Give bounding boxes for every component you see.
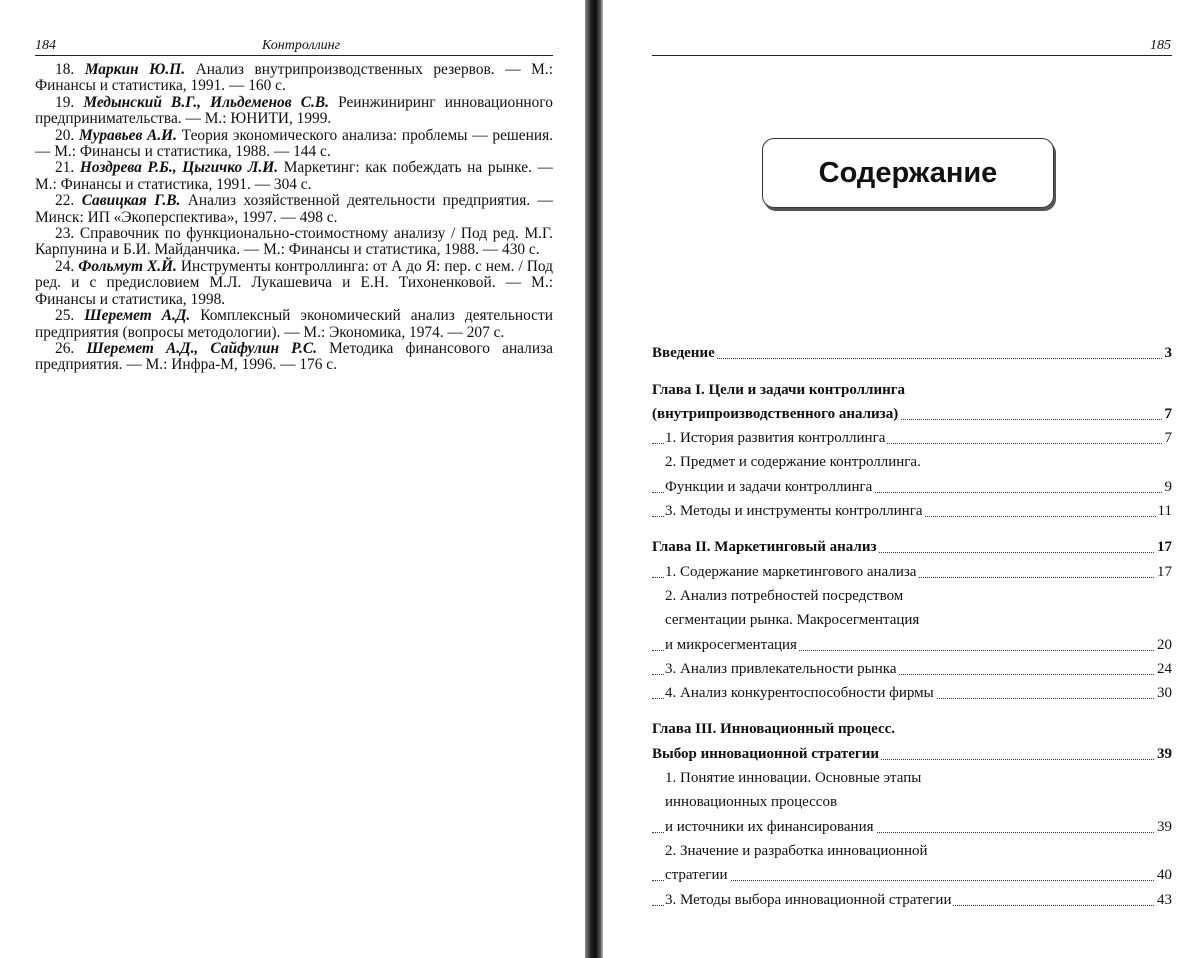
toc-page-number: 39 [1157, 745, 1172, 762]
entry-number: 22. [55, 192, 75, 210]
toc-page-number: 11 [1157, 503, 1172, 520]
toc-entry-title: и источники их финансирования [665, 818, 874, 835]
entry-text: Маркетинг: как побеждать на рынке. — М.: Финансы и статистика, 1991. — 304 с. [35, 159, 553, 193]
entry-authors: Шеремет А.Д., Сайфулин Р.С. [86, 339, 317, 357]
bibliography-entry [35, 62, 553, 95]
toc-leader-dots [652, 880, 1172, 881]
toc-entry-title: 3. Методы и инструменты контроллинга [665, 503, 923, 520]
toc-section [652, 840, 1172, 864]
toc-section [652, 815, 1172, 839]
right-page-number: 185 [1150, 38, 1171, 53]
toc-section [652, 864, 1172, 888]
left-page-number: 184 [35, 38, 56, 53]
toc-page-number: 20 [1157, 636, 1172, 653]
toc-section [652, 633, 1172, 657]
toc-entry-title: 1. Содержание маркетингового анализа [665, 563, 917, 580]
toc-entry-title: 1. Понятие инновации. Основные этапы [665, 770, 922, 787]
entry-number: 21. [55, 159, 75, 177]
entry-authors: Савицкая Г.В. [81, 192, 181, 210]
entry-number: 25. [55, 307, 75, 325]
toc-entry-title: 1. История развития контроллинга [665, 430, 886, 447]
toc-section [652, 791, 1172, 815]
entry-authors: Муравьев А.И. [79, 126, 177, 144]
toc-section [652, 609, 1172, 633]
toc-entry-title: и микросегментация [665, 636, 797, 653]
toc-entry-title: 3. Анализ привлекательности рынка [665, 660, 897, 677]
entry-text: Инструменты контроллинга: от А до Я: пер. с нем. / Под ред. и с предисловием М.Л. Лукашевича и Е.Н. Тихоненковой. — М.: Финансы и статистика, 1998. [35, 257, 553, 308]
toc-chapter [652, 536, 1172, 560]
table-of-contents [652, 342, 1172, 913]
toc-entry-title: 2. Предмет и содержание контроллинга. [665, 454, 921, 471]
toc-chapter [652, 742, 1172, 766]
entry-number: 23. [55, 225, 75, 243]
toc-entry-title: Глава I. Цели и задачи контроллинга [652, 381, 906, 398]
toc-section [652, 658, 1172, 682]
running-head: Контроллинг [262, 38, 341, 53]
toc-section [652, 767, 1172, 791]
toc-entry-title: Выбор инновационной стратегии [652, 745, 880, 762]
toc-entry-title: 4. Анализ конкурентоспособности фирмы [665, 685, 934, 702]
toc-page-number: 3 [1164, 345, 1172, 362]
entry-text: Анализ внутрипроизводственных резервов. — М.: Финансы и статистика, 1991. — 160 с. [35, 61, 553, 95]
toc-section [652, 500, 1172, 524]
entry-number: 18. [55, 61, 75, 78]
entry-text: Реинжиниринг инновационного предпринимательства. — М.: ЮНИТИ, 1999. [35, 93, 553, 128]
toc-page-number: 7 [1164, 405, 1172, 422]
toc-spacer [652, 524, 1172, 536]
toc-entry-title: 2. Анализ потребностей посредством [665, 587, 904, 604]
toc-section [652, 427, 1172, 451]
bibliography-entry [35, 259, 553, 308]
bibliography-entry [35, 226, 553, 259]
bibliography-entry [35, 308, 553, 341]
toc-entry-title: Функции и задачи контроллинга [665, 478, 873, 495]
toc-page-number: 30 [1157, 685, 1172, 702]
entry-authors: Шеремет А.Д. [84, 307, 191, 325]
toc-section [652, 585, 1172, 609]
toc-section [652, 682, 1172, 706]
toc-entry-title: 2. Значение и разработка инновационной [665, 842, 928, 859]
contents-title: Содержание [762, 138, 1054, 208]
entry-number: 20. [55, 126, 75, 144]
bibliography-entry [35, 95, 553, 128]
toc-entry-title: сегментации рынка. Макросегментация [665, 612, 920, 629]
toc-entry-title: инновационных процессов [665, 794, 838, 811]
entry-number: 26. [55, 339, 75, 357]
toc-chapter [652, 718, 1172, 742]
toc-page-number: 17 [1157, 563, 1172, 580]
entry-text: Методика финансового анализа предприятия. — М.: Инфра-М, 1996. — 176 с. [35, 339, 553, 374]
toc-entry-title: 3. Методы выбора инновационной стратегии [665, 891, 952, 908]
entry-text: Справочник по функционально-стоимостному анализу / Под ред. М.Г. Карпунина и Б.И. Майданчика. — М.: Финансы и статистика, 1988. — 430 с. [35, 225, 553, 259]
toc-spacer [652, 366, 1172, 378]
bibliography-entry [35, 193, 553, 226]
bibliography-entry [35, 128, 553, 161]
toc-entry-title: (внутрипроизводственного анализа) [652, 405, 899, 422]
toc-page-number: 39 [1157, 818, 1172, 835]
header-rule [652, 55, 1172, 56]
entry-text: Комплексный экономический анализ деятельности предприятия (вопросы методологии). — М.: Экономика, 1974. — 207 с. [35, 307, 553, 341]
toc-page-number: 24 [1157, 660, 1172, 677]
toc-page-number: 40 [1157, 867, 1172, 884]
entry-text: Теория экономического анализа: проблемы — решения.— М.: Финансы и статистика, 1988. — 144 с. [35, 126, 553, 161]
toc-section [652, 560, 1172, 584]
entry-authors: Ноздрева Р.Б., Цыгичко Л.И. [79, 159, 279, 177]
entry-authors: Фольмут Х.Й. [78, 257, 177, 275]
toc-page-number: 7 [1164, 430, 1172, 447]
toc-entry-title: стратегии [665, 867, 728, 884]
bibliography-list [35, 62, 553, 374]
header-rule [35, 55, 553, 56]
toc-page-number: 43 [1157, 891, 1172, 908]
bibliography-entry [35, 160, 553, 193]
toc-entry-title: Введение [652, 345, 715, 362]
toc-section [652, 475, 1172, 499]
toc-chapter [652, 403, 1172, 427]
toc-leader-dots [652, 358, 1172, 359]
bibliography-entry [35, 341, 553, 374]
toc-entry-title: Глава III. Инновационный процесс. [652, 721, 896, 738]
right-page [600, 0, 1200, 958]
entry-authors: Медынский В.Г., Ильдеменов С.В. [83, 93, 329, 111]
toc-chapter [652, 378, 1172, 402]
entry-text: Анализ хозяйственной деятельности предприятия. — Минск: ИП «Экоперспектива», 1997. — 498 с. [35, 192, 553, 226]
left-page [0, 0, 585, 958]
toc-chapter [652, 342, 1172, 366]
toc-page-number: 17 [1157, 539, 1172, 556]
toc-section [652, 888, 1172, 912]
toc-spacer [652, 706, 1172, 718]
entry-number: 24. [55, 257, 75, 275]
toc-page-number: 9 [1164, 478, 1172, 495]
entry-number: 19. [55, 93, 75, 111]
toc-entry-title: Глава II. Маркетинговый анализ [652, 539, 877, 556]
toc-section [652, 451, 1172, 475]
entry-authors: Маркин Ю.П. [84, 61, 186, 78]
